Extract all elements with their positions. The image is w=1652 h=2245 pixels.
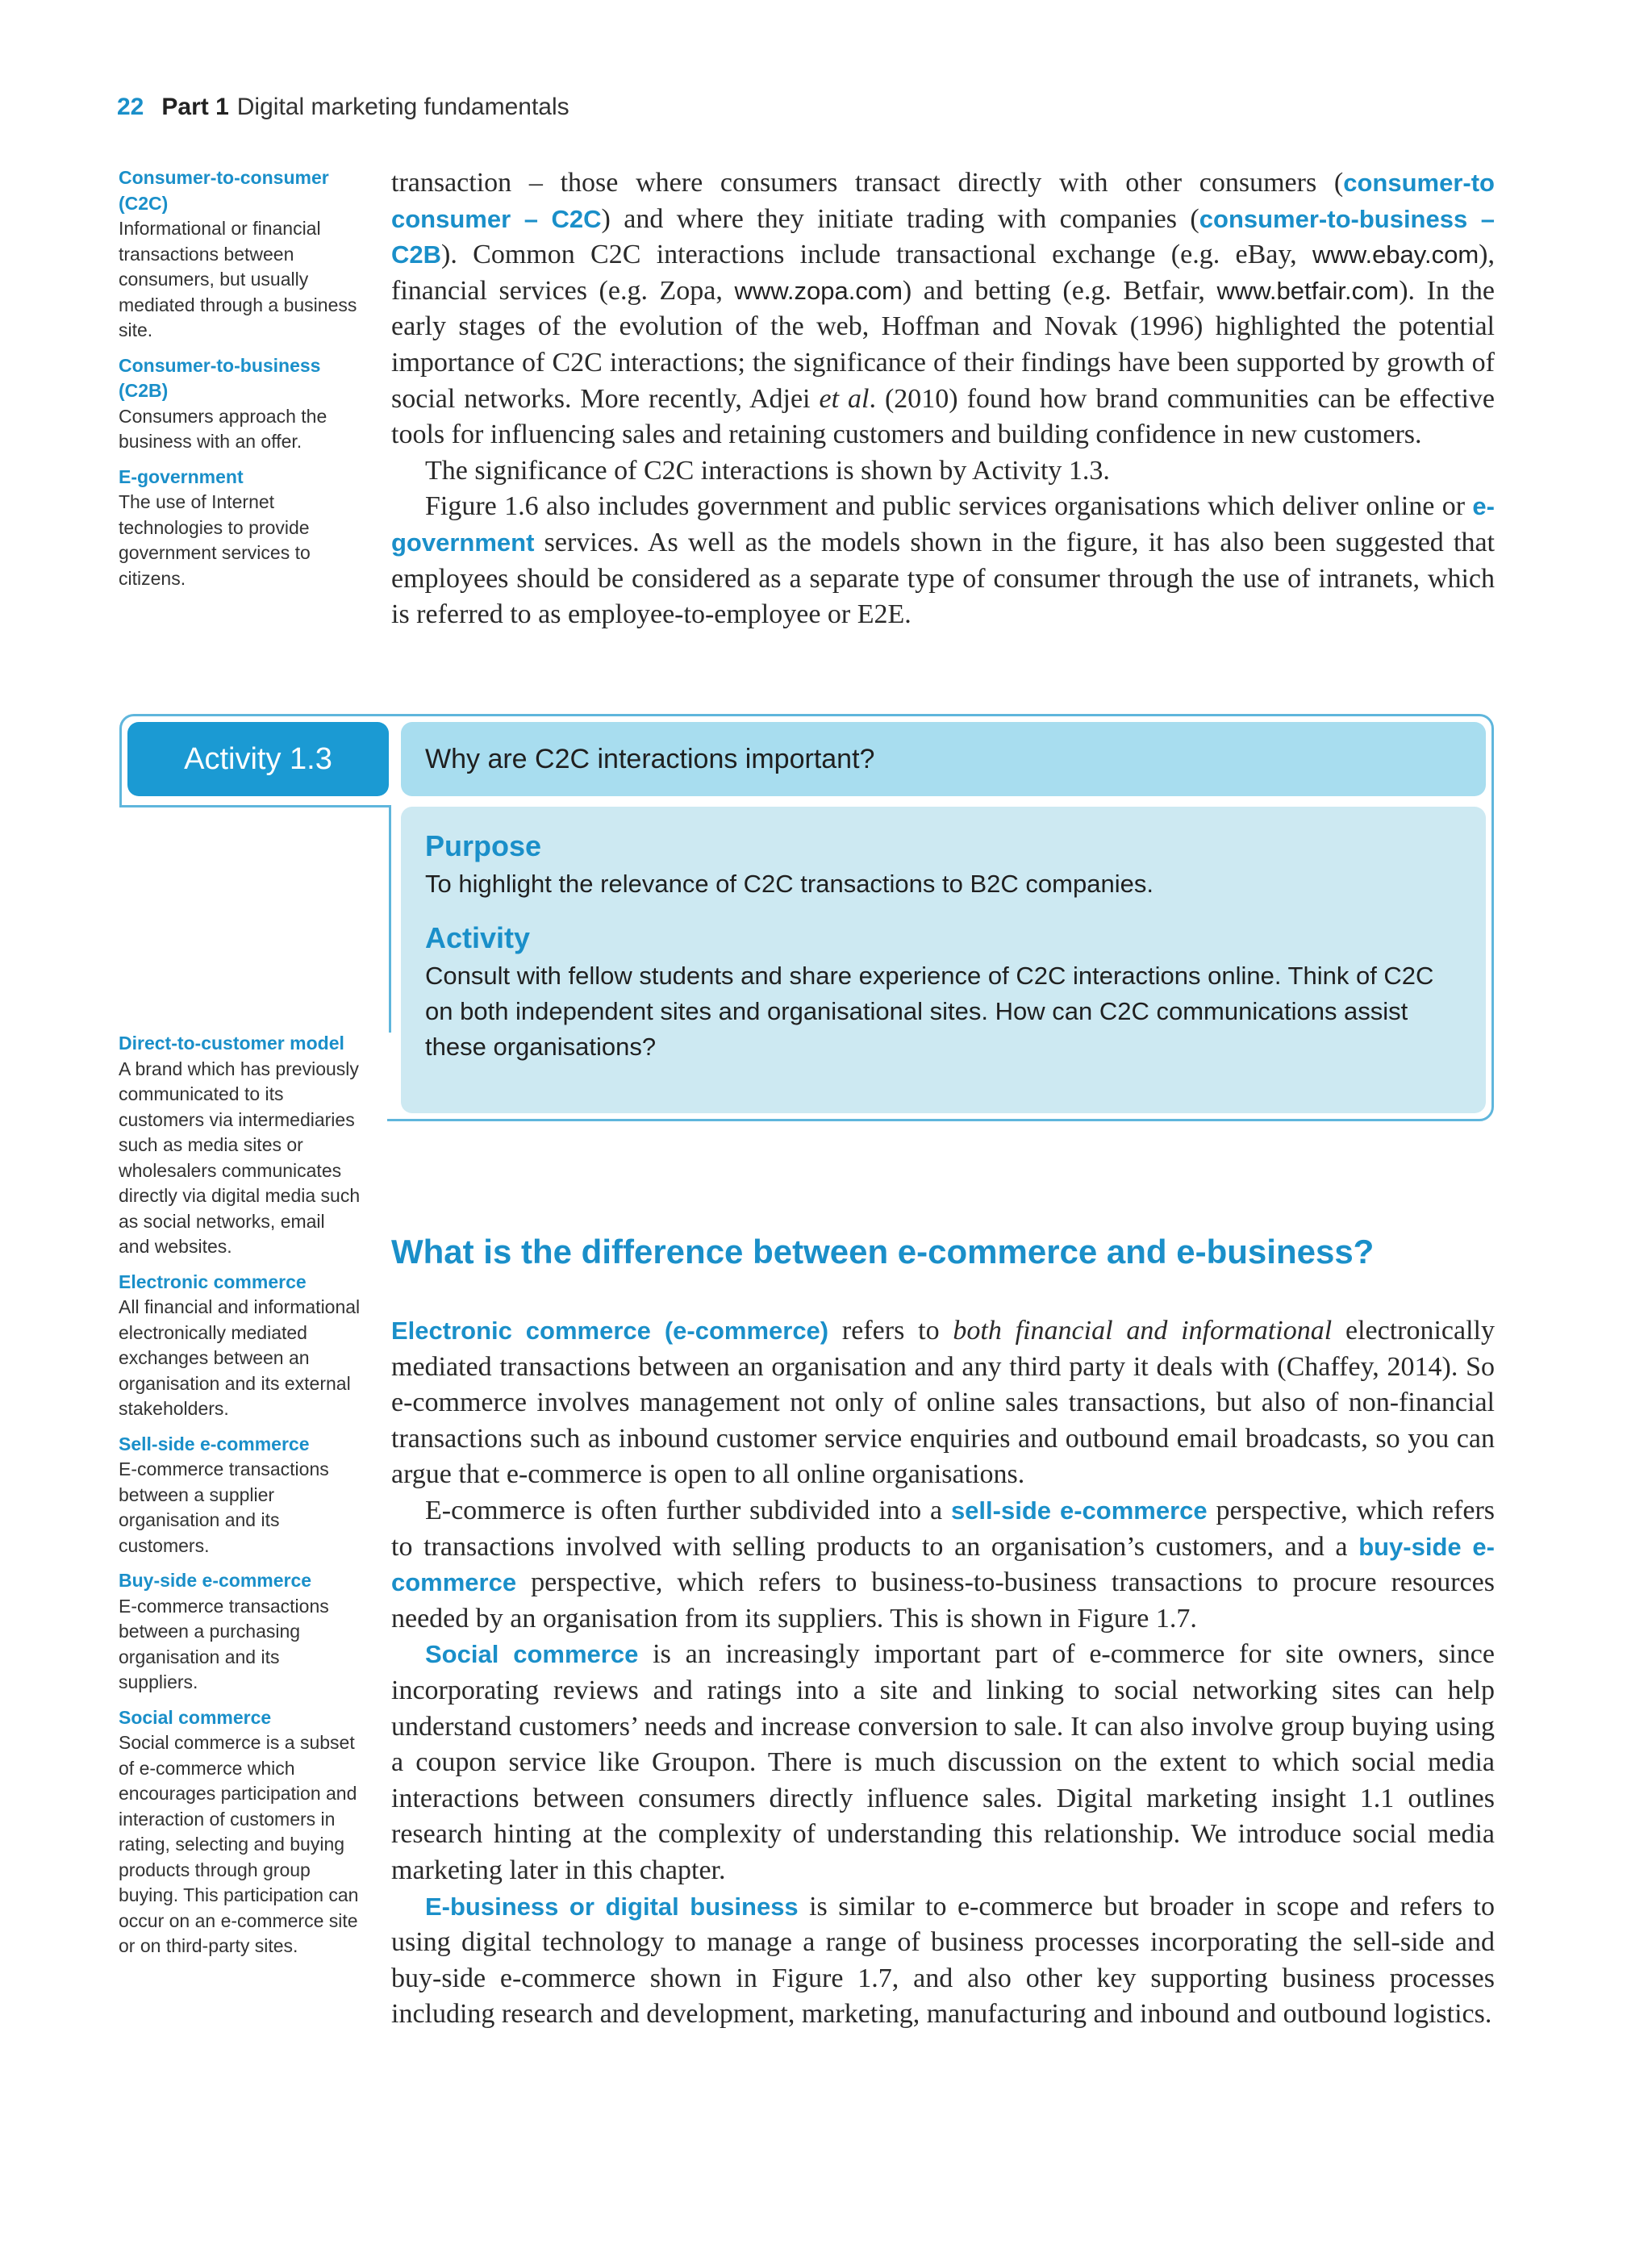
glossary-term: E-government	[119, 465, 244, 487]
glossary-definition: E-commerce transactions between a purchasing organisation and its suppliers.	[119, 1595, 329, 1692]
text-run: perspective, which refers to transactions involved with selling products to an organisation’s customers, and a	[391, 1495, 1496, 1562]
section-paragraph-2	[391, 1493, 1495, 1637]
glossary-definition: Consumers approach the business with an offer.	[119, 405, 327, 452]
glossary-definition: Informational or financial transactions between consumers, but usually mediated through a business site.	[119, 218, 357, 340]
glossary-term: Buy-side e-commerce	[119, 1570, 312, 1591]
key-term-c2c: consumer-to consumer – C2C	[391, 169, 1495, 233]
activity-tab: Activity 1.3	[127, 722, 389, 796]
text-run: refers to	[828, 1316, 953, 1346]
margin-glossary-top	[119, 165, 361, 591]
part-title: Digital marketing fundamentals	[236, 94, 569, 120]
part-label: Part 1	[161, 94, 229, 120]
glossary-definition: The use of Internet technologies to provide government services to citizens.	[119, 491, 311, 589]
glossary-term: Sell-side e-commerce	[119, 1433, 310, 1454]
glossary-definition: All financial and informational electronically mediated exchanges between an organisation and its external stakeholders.	[119, 1296, 361, 1419]
glossary-entry	[119, 465, 361, 592]
activity-body	[401, 807, 1486, 1113]
key-term-e-government: e-government	[391, 492, 1495, 557]
text-run: is an increasingly important part of e-commerce for site owners, since incorporating reviews and ratings into a site and linking to social networking sites can help understand customers’ needs and increase conversion to sale. It can also involve group buying using a coupon service like Groupon. There is much discussion on the extent to which social media interactions between consumers directly influence sales. Digital marketing insight 1.1 outlines research hinting at the complexity of understanding this relationship. We introduce social media marketing later in this chapter.	[391, 1639, 1495, 1885]
key-term-social-commerce: Social commerce	[425, 1640, 639, 1669]
intro-paragraph-2: The significance of C2C interactions is shown by Activity 1.3.	[425, 455, 1110, 486]
text-run: services. As well as the models shown in the figure, it has also been suggested that employees should be considered as a separate type of consumer through the use of intranets, which is referred to as employee-to-employee or E2E.	[391, 527, 1495, 630]
text-run: ) and betting (e.g. Betfair,	[902, 275, 1217, 306]
section-paragraph-4	[391, 1889, 1495, 2033]
activity-text: Consult with fellow students and share experience of C2C interactions online. Think of C2C on both independent sites and organisational sites. How can C2C communications assist these organisations?	[425, 962, 1434, 1061]
text-run: ). Common C2C interactions include transactional exchange (e.g. eBay,	[441, 240, 1312, 270]
purpose-heading: Purpose	[425, 829, 542, 862]
text-run-italic: both financial and informational	[953, 1316, 1333, 1346]
glossary-term: Consumer-to-consumer (C2C)	[119, 167, 329, 214]
glossary-entry	[119, 1270, 361, 1422]
glossary-entry	[119, 1705, 361, 1959]
glossary-entry	[119, 1568, 361, 1696]
key-term-buy-side: buy-side e-commerce	[391, 1532, 1495, 1597]
text-run: Figure 1.6 also includes government and public services organisations which deliver online or	[425, 491, 1473, 522]
text-run: transaction – those where consumers transact directly with other consumers (	[391, 168, 1344, 198]
link-ebay[interactable]: www.ebay.com	[1312, 240, 1479, 269]
activity-frame-divider-v	[389, 805, 391, 1033]
section-paragraph-3	[391, 1637, 1495, 1888]
activity-heading: Activity	[425, 921, 531, 954]
activity-frame-divider-h	[119, 805, 391, 807]
key-term-c2b: consumer-to-business – C2B	[391, 204, 1495, 269]
text-run: ) and where they initiate trading with companies (	[601, 203, 1199, 234]
glossary-definition: E-commerce transactions between a supplier organisation and its customers.	[119, 1458, 329, 1556]
page-number: 22	[117, 94, 144, 120]
section-paragraph-1	[391, 1313, 1495, 1493]
activity-question: Why are C2C interactions important?	[401, 722, 1486, 796]
link-zopa[interactable]: www.zopa.com	[734, 276, 903, 305]
text-run: perspective, which refers to business-to-business transactions to procure resources needed by an organisation from its suppliers. This is shown in Figure 1.7.	[391, 1567, 1495, 1634]
section-heading: What is the difference between e-commerce and e-business?	[391, 1233, 1375, 1271]
glossary-term: Direct-to-customer model	[119, 1033, 344, 1054]
glossary-definition: Social commerce is a subset of e-commerce which encourages participation and interaction of customers in rating, selecting and buying products through group buying. This participation can occur on an e-commerce site or on third-party sites.	[119, 1732, 359, 1956]
glossary-term: Social commerce	[119, 1706, 272, 1728]
link-betfair[interactable]: www.betfair.com	[1216, 276, 1400, 305]
text-run: electronically mediated transactions between an organisation and any third party it deals with (Chaffey, 2014). So e-commerce involves management not only of online sales transactions, but also of non-financial transactions such as inbound customer service enquiries and outbound email broadcasts, so you can argue that e-commerce is open to all online organisations.	[391, 1316, 1495, 1490]
running-header	[117, 94, 569, 121]
text-run: ), financial services (e.g. Zopa,	[391, 240, 1495, 306]
margin-glossary-bottom	[119, 1031, 361, 1959]
glossary-term: Consumer-to-business (C2B)	[119, 354, 321, 401]
text-run: . (2010) found how brand communities can be effective tools for influencing sales and retaining customers and building confidence in new customers.	[391, 383, 1496, 450]
section-body	[391, 1313, 1495, 2033]
text-run-italic: et al	[819, 383, 870, 414]
intro-paragraph-1	[391, 165, 1495, 453]
glossary-term: Electronic commerce	[119, 1271, 307, 1292]
text-run: ). In the early stages of the evolution of the web, Hoffman and Novak (1996) highlighted the potential importance of C2C interactions; the significance of their findings have been supported by growth of social networks. More recently, Adjei	[391, 275, 1495, 414]
key-term-sell-side: sell-side e-commerce	[950, 1496, 1208, 1525]
intro-paragraph-3	[391, 489, 1495, 632]
glossary-entry	[119, 353, 361, 455]
glossary-entry	[119, 165, 361, 344]
key-term-e-business: E-business or digital business	[425, 1892, 799, 1921]
purpose-text: To highlight the relevance of C2C transactions to B2C companies.	[425, 870, 1153, 898]
key-term-electronic-commerce: Electronic commerce (e-commerce)	[391, 1317, 829, 1345]
glossary-definition: A brand which has previously communicated to its customers via intermediaries such as media sites or wholesalers communicates directly via digital media such as social networks, email and websites.	[119, 1058, 361, 1257]
glossary-entry	[119, 1432, 361, 1559]
glossary-entry	[119, 1031, 361, 1260]
text-run: E-commerce is often further subdivided into a	[425, 1495, 951, 1525]
text-run: is similar to e-commerce but broader in scope and refers to using digital technology to manage a range of business processes incorporating the sell-side and buy-side e-commerce shown in Figure 1.7, and also other key supporting business processes including research and development, marketing, manufacturing and inbound and outbound logistics.	[391, 1891, 1495, 2030]
intro-body	[391, 165, 1495, 633]
